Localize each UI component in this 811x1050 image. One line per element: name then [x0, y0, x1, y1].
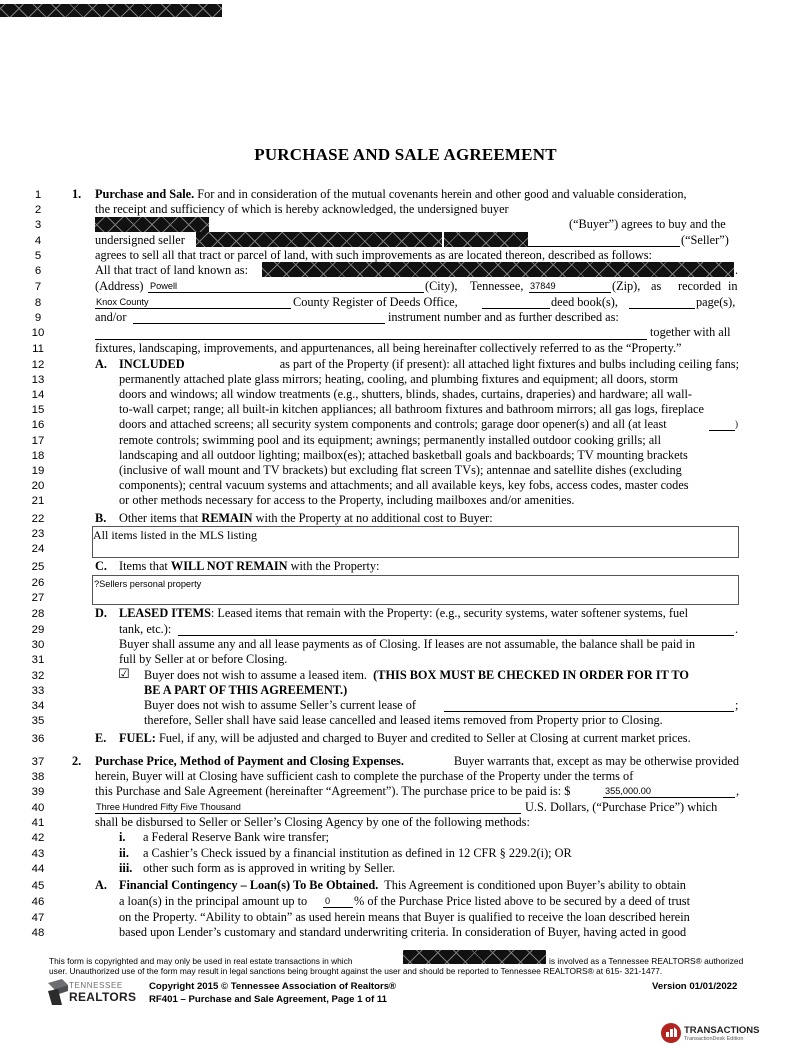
county-field[interactable]: Knox County [96, 297, 149, 307]
line-number: 40 [31, 802, 45, 814]
transactions-brand: TRANSACTIONS TransactionDesk Edition [661, 1023, 771, 1045]
redaction-bar-property [262, 262, 734, 277]
line-number: 27 [31, 592, 45, 604]
line-number: 26 [31, 577, 45, 589]
line-number: 16 [31, 419, 45, 431]
remain-items-box[interactable]: All items listed in the MLS listing [92, 526, 739, 558]
line-number: 20 [31, 480, 45, 492]
line-number: 7 [34, 281, 42, 293]
line-number: 12 [31, 359, 45, 371]
line-number: 24 [31, 543, 45, 555]
price-words-field[interactable]: Three Hundred Fifty Five Thousand [96, 802, 241, 812]
line-number: 44 [31, 863, 45, 875]
lease-checkbox[interactable]: ☑ [118, 667, 130, 682]
line-number: 28 [31, 608, 45, 620]
redaction-bar-footer [403, 950, 546, 964]
line-number: 17 [31, 435, 45, 447]
line-4-seller-label: undersigned seller [95, 233, 185, 247]
address-field[interactable]: Powell [150, 281, 178, 291]
redaction-bar-seller [196, 232, 442, 247]
line-number: 34 [31, 700, 45, 712]
line-number: 36 [31, 733, 45, 745]
line-number: 38 [31, 771, 45, 783]
line-1: Purchase and Sale. For and in consideration of the mutual covenants herein and other good and valuable consideration, [95, 187, 687, 201]
line-number: 11 [32, 343, 44, 355]
line-number: 41 [31, 817, 45, 829]
line-number: 48 [31, 927, 45, 939]
line-number: 18 [31, 450, 45, 462]
line-number: 29 [31, 624, 45, 636]
line-3-buyer-label: (“Buyer”) agrees to buy and the [569, 217, 726, 231]
line-number: 10 [31, 327, 45, 339]
line-number: 33 [31, 685, 45, 697]
zip-field[interactable]: 37849 [530, 281, 556, 291]
line-number: 2 [34, 204, 42, 216]
line-number: 22 [31, 513, 45, 525]
line-6: All that tract of land known as: [95, 263, 248, 277]
section-2-number: 2. [72, 754, 82, 768]
line-number: 19 [31, 465, 45, 477]
line-5: agrees to sell all that tract or parcel of land, with such improvements as are located thereon, described as follows: [95, 248, 652, 262]
redaction-bar-buyer [95, 217, 209, 232]
section-1-number: 1. [72, 187, 82, 201]
line-4-seller-end: (“Seller”) [681, 233, 729, 247]
line-number: 25 [31, 561, 45, 573]
line-number: 21 [31, 495, 45, 507]
line-number: 47 [31, 912, 45, 924]
line-number: 23 [31, 528, 45, 540]
line-number: 1 [34, 189, 42, 201]
line-number: 30 [31, 639, 45, 651]
line-number: 42 [31, 832, 45, 844]
line-number: 43 [31, 848, 45, 860]
line-number: 39 [31, 786, 45, 798]
line-number: 35 [31, 715, 45, 727]
loan-percent-field[interactable]: 0 [325, 896, 331, 906]
line-number: 46 [31, 896, 45, 908]
line-number: 15 [31, 404, 45, 416]
realtors-logo-icon [48, 979, 68, 1005]
line-2: the receipt and sufficiency of which is hereby acknowledged, the undersigned buyer [95, 202, 509, 216]
line-number: 9 [34, 312, 42, 324]
line-number: 3 [34, 219, 42, 231]
line-number: 6 [34, 265, 42, 277]
line-number: 5 [34, 250, 42, 262]
page-title: PURCHASE AND SALE AGREEMENT [254, 145, 557, 164]
redaction-bar-header [0, 4, 222, 17]
redaction-bar-seller-2 [444, 232, 528, 247]
line-number: 4 [34, 235, 42, 247]
line-number: 14 [31, 389, 45, 401]
line-number: 13 [31, 374, 45, 386]
line-number: 37 [31, 756, 45, 768]
tennessee-realtors-logo: TENNESSEE REALTORS [48, 979, 138, 1009]
line-number: 31 [31, 654, 45, 666]
purchase-price-field[interactable]: 355,000.00 [605, 786, 651, 796]
line-number: 32 [31, 670, 45, 682]
line-number: 45 [31, 880, 45, 892]
line-number: 8 [34, 297, 42, 309]
not-remain-items-box[interactable]: ?Sellers personal property [92, 575, 739, 605]
transactions-logo-icon [661, 1023, 681, 1043]
